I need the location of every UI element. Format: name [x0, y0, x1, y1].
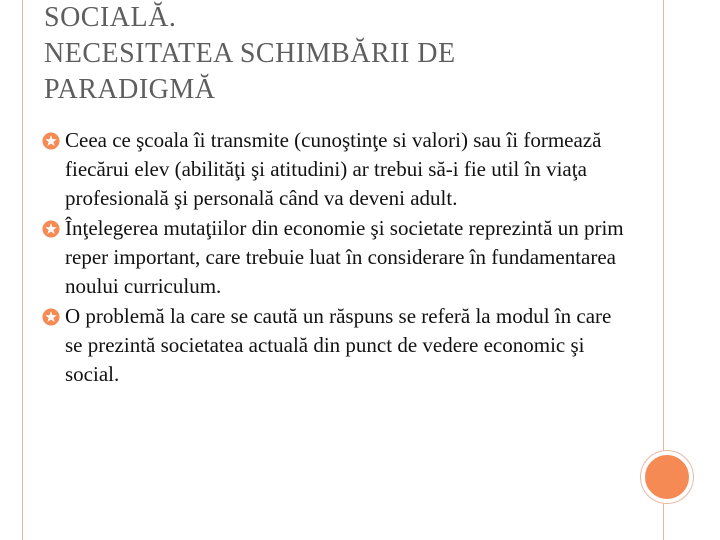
bullet-item	[42, 214, 632, 301]
title-line: SOCIALĂ.	[44, 2, 177, 33]
star-bullet-icon	[42, 132, 60, 150]
bullet-text: Ceea ce şcoala îi transmite (cunoştinţe si valori) sau îi formează fiecărui elev (abilităţi şi atitudini) ar trebui să-i fie util în viaţa profesională şi personală când va deveni adult.	[65, 128, 602, 210]
left-border-line	[22, 0, 23, 540]
slide-title	[44, 0, 654, 108]
bullet-list	[42, 126, 632, 390]
bullet-item	[42, 302, 632, 389]
bullet-text: O problemă la care se caută un răspuns se referă la modul în care se prezintă societatea actuală din punct de vedere economic şi social.	[65, 304, 612, 386]
bullet-item	[42, 126, 632, 213]
title-line: PARADIGMĂ	[44, 74, 216, 105]
star-bullet-icon	[42, 220, 60, 238]
bullet-text: Înţelegerea mutaţiilor din economie şi societate reprezintă un prim reper important, care trebuie luat în considerare în fundamentarea noului curriculum.	[65, 216, 624, 298]
star-bullet-icon	[42, 308, 60, 326]
decorative-orange-circle	[641, 451, 693, 503]
title-line: NECESITATEA SCHIMBĂRII DE	[44, 38, 456, 69]
